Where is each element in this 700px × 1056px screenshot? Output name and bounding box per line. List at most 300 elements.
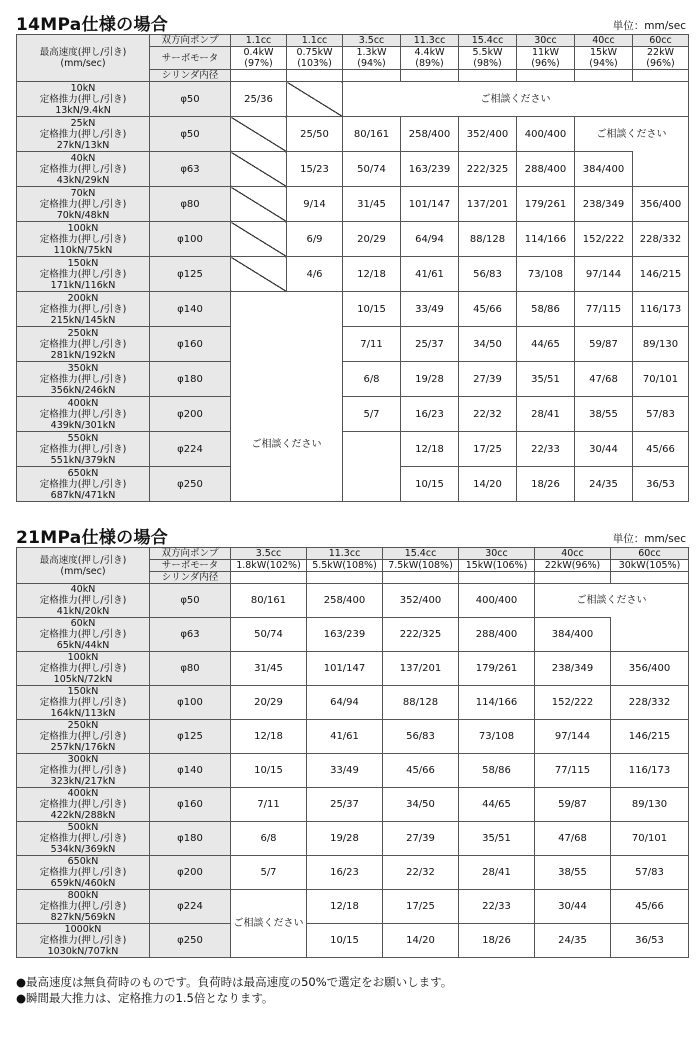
rated-label: 定格推力(押し/引き) (39, 731, 127, 742)
value-cell: 31/45 (343, 187, 401, 222)
table-row (17, 788, 689, 822)
empty-cell (633, 70, 689, 82)
nominal-force: 10kN (70, 82, 96, 94)
force-label (17, 152, 150, 187)
value-cell: 146/215 (633, 257, 689, 292)
value-cell: 14/20 (459, 467, 517, 502)
consult-cell: ご相談ください (231, 890, 307, 958)
force-label (17, 82, 150, 117)
value-cell: 10/15 (307, 924, 383, 958)
table-row (17, 822, 689, 856)
force-label (17, 467, 150, 502)
value-cell: 45/66 (383, 754, 459, 788)
empty-cell (401, 70, 459, 82)
force-label (17, 924, 150, 958)
bore-cell: φ250 (150, 924, 231, 958)
empty-cell (231, 572, 307, 584)
value-cell: 20/29 (343, 222, 401, 257)
value-cell: 238/349 (575, 187, 633, 222)
rated-label: 定格推力(押し/引き) (39, 443, 127, 455)
value-cell: 41/61 (307, 720, 383, 754)
value-cell: 24/35 (535, 924, 611, 958)
empty-cell (231, 70, 287, 82)
motor-pct: (98%) (473, 58, 502, 69)
value-cell: 77/115 (535, 754, 611, 788)
pump-cell: 3.5cc (231, 548, 307, 560)
value-cell: 356/400 (633, 187, 689, 222)
motor-kw: 1.3kW (356, 47, 387, 58)
nominal-force: 400kN (67, 397, 99, 409)
value-cell: 12/18 (401, 432, 459, 467)
motor-cell: 15kW(106%) (459, 560, 535, 572)
bore-cell: φ250 (150, 467, 231, 502)
value-cell: 30/44 (575, 432, 633, 467)
rated-force: 215kN/145kN (50, 314, 116, 326)
pump-cell: 60cc (633, 35, 689, 47)
nominal-force: 400kN (67, 788, 99, 799)
table-row (17, 257, 689, 292)
rated-label: 定格推力(押し/引き) (39, 478, 127, 490)
value-cell: 114/166 (517, 222, 575, 257)
force-label (17, 788, 150, 822)
value-cell: 19/28 (307, 822, 383, 856)
bore-cell: φ80 (150, 187, 231, 222)
value-cell: 116/173 (633, 292, 689, 327)
force-label (17, 822, 150, 856)
value-cell: 228/332 (611, 686, 689, 720)
bore-cell: φ140 (150, 754, 231, 788)
nominal-force: 350kN (67, 362, 99, 374)
rated-label: 定格推力(押し/引き) (39, 128, 127, 140)
value-cell: 27/39 (459, 362, 517, 397)
pump-cell: 30cc (459, 548, 535, 560)
table-row (17, 856, 689, 890)
bore-cell: φ180 (150, 362, 231, 397)
consult-cell: ご相談ください (343, 82, 689, 117)
value-cell: 36/53 (633, 467, 689, 502)
na-slash-cell (231, 152, 287, 187)
value-cell: 25/37 (307, 788, 383, 822)
nominal-force: 250kN (67, 720, 99, 731)
na-slash-cell (231, 257, 287, 292)
motor-cell: 30kW(105%) (611, 560, 689, 572)
nominal-force: 150kN (67, 686, 99, 697)
table-row (17, 362, 689, 397)
pump-cell: 11.3cc (307, 548, 383, 560)
force-label (17, 327, 150, 362)
rated-label: 定格推力(押し/引き) (39, 338, 127, 350)
na-slash-cell (287, 82, 343, 117)
section-21mpa (16, 523, 688, 958)
bore-cell: φ140 (150, 292, 231, 327)
value-cell: 18/26 (517, 467, 575, 502)
rated-label: 定格推力(押し/引き) (39, 408, 127, 420)
motor-pct: (103%) (297, 58, 332, 69)
value-cell: 38/55 (535, 856, 611, 890)
bore-cell: φ50 (150, 82, 231, 117)
section-header (16, 523, 688, 547)
empty-cell (633, 152, 689, 187)
value-cell: 10/15 (231, 754, 307, 788)
speed-header-text: 最高速度(押し/引き) (39, 47, 127, 58)
value-cell: 33/49 (307, 754, 383, 788)
motor-cell: 1.8kW(102%) (231, 560, 307, 572)
table-row (17, 584, 689, 618)
bore-cell: φ200 (150, 397, 231, 432)
spec-table-14mpa (16, 34, 689, 502)
value-cell: 19/28 (401, 362, 459, 397)
value-cell: 14/20 (383, 924, 459, 958)
value-cell: 73/108 (517, 257, 575, 292)
nominal-force: 100kN (67, 222, 99, 234)
nominal-force: 70kN (70, 187, 96, 199)
speed-header-unit: (mm/sec) (60, 565, 106, 577)
footnote: ●瞬間最大推力は、定格推力の1.5倍となります。 (16, 991, 274, 1005)
motor-kw: 15kW (590, 47, 617, 58)
nominal-force: 40kN (70, 584, 96, 595)
motor-kw: 4.4kW (414, 47, 445, 58)
table-row (17, 222, 689, 257)
value-cell: 6/9 (287, 222, 343, 257)
footnote: ●最高速度は無負荷時のものです。負荷時は最高速度の50%で選定をお願いします。 (16, 975, 453, 989)
rated-label: 定格推力(押し/引き) (39, 268, 127, 280)
value-cell: 152/222 (575, 222, 633, 257)
value-cell: 45/66 (459, 292, 517, 327)
value-cell: 12/18 (307, 890, 383, 924)
value-cell: 50/74 (343, 152, 401, 187)
motor-kw: 0.4kW (243, 47, 274, 58)
rated-force: 110kN/75kN (53, 244, 113, 256)
table-row (17, 82, 689, 117)
motor-cell (517, 47, 575, 70)
unit-label: 単位：mm/sec (612, 533, 686, 545)
rated-force: 439kN/301kN (50, 419, 116, 431)
pump-cell: 11.3cc (401, 35, 459, 47)
value-cell: 57/83 (633, 397, 689, 432)
value-cell: 222/325 (459, 152, 517, 187)
pump-cell: 30cc (517, 35, 575, 47)
force-label (17, 754, 150, 788)
value-cell: 88/128 (383, 686, 459, 720)
pump-cell: 40cc (535, 548, 611, 560)
speed-header-unit: (mm/sec) (60, 58, 106, 69)
value-cell: 22/32 (459, 397, 517, 432)
na-slash-cell (231, 117, 287, 152)
table-row (17, 432, 689, 467)
rated-label: 定格推力(押し/引き) (39, 901, 127, 912)
value-cell: 58/86 (517, 292, 575, 327)
value-cell: 20/29 (231, 686, 307, 720)
value-cell: 22/33 (459, 890, 535, 924)
rated-label: 定格推力(押し/引き) (39, 867, 127, 878)
value-cell: 384/400 (575, 152, 633, 187)
value-cell: 228/332 (633, 222, 689, 257)
value-cell: 22/32 (383, 856, 459, 890)
bore-cell: φ125 (150, 257, 231, 292)
value-cell: 25/50 (287, 117, 343, 152)
value-cell: 31/45 (231, 652, 307, 686)
motor-pct: (89%) (415, 58, 444, 69)
bore-cell: φ200 (150, 856, 231, 890)
motor-header: サーボモータ (150, 47, 231, 70)
motor-cell (575, 47, 633, 70)
rated-force: 422kN/288kN (50, 810, 116, 821)
value-cell: 59/87 (535, 788, 611, 822)
table-row (17, 686, 689, 720)
force-label (17, 397, 150, 432)
value-cell: 352/400 (383, 584, 459, 618)
value-cell: 45/66 (633, 432, 689, 467)
value-cell: 288/400 (517, 152, 575, 187)
nominal-force: 40kN (70, 152, 96, 164)
force-label (17, 856, 150, 890)
table-row (17, 292, 689, 327)
motor-kw: 0.75kW (296, 47, 333, 58)
empty-cell (517, 70, 575, 82)
nominal-force: 500kN (67, 822, 99, 833)
na-slash-cell (231, 222, 287, 257)
rated-force: 551kN/379kN (50, 454, 116, 466)
value-cell: 28/41 (517, 397, 575, 432)
empty-cell (535, 572, 611, 584)
force-label (17, 652, 150, 686)
consult-cell: ご相談ください (231, 292, 343, 502)
value-cell: 59/87 (575, 327, 633, 362)
value-cell: 45/66 (611, 890, 689, 924)
value-cell: 64/94 (401, 222, 459, 257)
value-cell: 9/14 (287, 187, 343, 222)
value-cell: 18/26 (459, 924, 535, 958)
value-cell: 80/161 (343, 117, 401, 152)
rated-force: 827kN/569kN (50, 912, 116, 923)
table-row (17, 187, 689, 222)
rated-force: 164kN/113kN (50, 708, 116, 719)
value-cell: 88/128 (459, 222, 517, 257)
value-cell: 384/400 (535, 618, 611, 652)
empty-cell (307, 572, 383, 584)
table-row (17, 754, 689, 788)
value-cell: 27/39 (383, 822, 459, 856)
motor-pct: (94%) (589, 58, 618, 69)
value-cell: 47/68 (535, 822, 611, 856)
bore-cell: φ224 (150, 890, 231, 924)
table-row (17, 720, 689, 754)
bore-header: シリンダ内径 (150, 70, 231, 82)
value-cell: 356/400 (611, 652, 689, 686)
value-cell: 38/55 (575, 397, 633, 432)
value-cell: 114/166 (459, 686, 535, 720)
value-cell: 35/51 (459, 822, 535, 856)
nominal-force: 550kN (67, 432, 99, 444)
value-cell: 50/74 (231, 618, 307, 652)
consult-cell: ご相談ください (535, 584, 689, 618)
rated-label: 定格推力(押し/引き) (39, 198, 127, 210)
bore-cell: φ50 (150, 117, 231, 152)
pump-header: 双方向ポンプ (150, 548, 231, 560)
nominal-force: 60kN (70, 618, 96, 629)
speed-header-text: 最高速度(押し/引き) (39, 554, 127, 566)
value-cell: 57/83 (611, 856, 689, 890)
value-cell: 12/18 (231, 720, 307, 754)
value-cell: 97/144 (535, 720, 611, 754)
motor-cell (287, 47, 343, 70)
nominal-force: 800kN (67, 890, 99, 901)
value-cell: 89/130 (633, 327, 689, 362)
rated-label: 定格推力(押し/引き) (39, 93, 127, 105)
value-cell: 25/37 (401, 327, 459, 362)
value-cell: 152/222 (535, 686, 611, 720)
motor-pct: (96%) (646, 58, 675, 69)
rated-force: 659kN/460kN (50, 878, 116, 889)
value-cell: 64/94 (307, 686, 383, 720)
value-cell: 137/201 (383, 652, 459, 686)
empty-cell (575, 70, 633, 82)
bore-header: シリンダ内径 (150, 572, 231, 584)
value-cell: 30/44 (535, 890, 611, 924)
value-cell: 47/68 (575, 362, 633, 397)
force-label (17, 292, 150, 327)
rated-force: 13kN/9.4kN (55, 104, 111, 116)
value-cell: 28/41 (459, 856, 535, 890)
motor-cell (231, 47, 287, 70)
value-cell: 101/147 (401, 187, 459, 222)
nominal-force: 150kN (67, 257, 99, 269)
value-cell: 34/50 (459, 327, 517, 362)
section-title: 21MPa仕様の場合 (16, 528, 169, 548)
bore-cell: φ63 (150, 618, 231, 652)
table-row (17, 652, 689, 686)
force-label (17, 187, 150, 222)
motor-cell (459, 47, 517, 70)
rated-label: 定格推力(押し/引き) (39, 629, 127, 640)
motor-pct: (96%) (531, 58, 560, 69)
rated-force: 323kN/217kN (50, 776, 116, 787)
force-label (17, 890, 150, 924)
rated-label: 定格推力(押し/引き) (39, 303, 127, 315)
value-cell: 222/325 (383, 618, 459, 652)
table-row (17, 327, 689, 362)
value-cell: 400/400 (459, 584, 535, 618)
bore-cell: φ180 (150, 822, 231, 856)
value-cell: 44/65 (517, 327, 575, 362)
section-title: 14MPa仕様の場合 (16, 15, 169, 35)
value-cell: 179/261 (459, 652, 535, 686)
motor-pct: (97%) (244, 58, 273, 69)
value-cell: 24/35 (575, 467, 633, 502)
table-row (17, 924, 689, 958)
value-cell: 56/83 (459, 257, 517, 292)
rated-force: 1030kN/707kN (47, 946, 119, 957)
value-cell: 16/23 (307, 856, 383, 890)
value-cell: 238/349 (535, 652, 611, 686)
motor-cell: 22kW(96%) (535, 560, 611, 572)
value-cell: 56/83 (383, 720, 459, 754)
rated-label: 定格推力(押し/引き) (39, 233, 127, 245)
value-cell: 70/101 (633, 362, 689, 397)
value-cell: 41/61 (401, 257, 459, 292)
rated-force: 257kN/176kN (50, 742, 116, 753)
nominal-force: 300kN (67, 754, 99, 765)
bore-cell: φ50 (150, 584, 231, 618)
value-cell: 179/261 (517, 187, 575, 222)
value-cell: 12/18 (343, 257, 401, 292)
nominal-force: 650kN (67, 467, 99, 479)
motor-kw: 11kW (532, 47, 559, 58)
force-label (17, 117, 150, 152)
rated-force: 281kN/192kN (50, 349, 116, 361)
force-label (17, 362, 150, 397)
motor-cell (633, 47, 689, 70)
value-cell: 352/400 (459, 117, 517, 152)
bore-cell: φ125 (150, 720, 231, 754)
value-cell: 7/11 (231, 788, 307, 822)
value-cell: 89/130 (611, 788, 689, 822)
empty-cell (343, 70, 401, 82)
bore-cell: φ63 (150, 152, 231, 187)
value-cell: 17/25 (459, 432, 517, 467)
table-row (17, 618, 689, 652)
force-label (17, 257, 150, 292)
value-cell: 77/115 (575, 292, 633, 327)
value-cell: 73/108 (459, 720, 535, 754)
value-cell: 4/6 (287, 257, 343, 292)
pump-cell: 1.1cc (287, 35, 343, 47)
value-cell: 400/400 (517, 117, 575, 152)
rated-label: 定格推力(押し/引き) (39, 595, 127, 606)
value-cell: 36/53 (611, 924, 689, 958)
value-cell: 6/8 (343, 362, 401, 397)
rated-force: 70kN/48kN (56, 209, 110, 221)
rated-force: 65kN/44kN (56, 640, 110, 651)
value-cell: 44/65 (459, 788, 535, 822)
rated-label: 定格推力(押し/引き) (39, 935, 127, 946)
unit-label: 単位：mm/sec (612, 20, 686, 32)
rated-label: 定格推力(押し/引き) (39, 373, 127, 385)
section-header (16, 10, 688, 34)
force-label (17, 720, 150, 754)
bore-cell: φ160 (150, 788, 231, 822)
table-row (17, 117, 689, 152)
table-row (17, 397, 689, 432)
value-cell: 288/400 (459, 618, 535, 652)
na-slash-cell (231, 187, 287, 222)
rated-label: 定格推力(押し/引き) (39, 663, 127, 674)
value-cell: 97/144 (575, 257, 633, 292)
value-cell: 70/101 (611, 822, 689, 856)
section-14mpa (16, 10, 688, 502)
empty-cell (459, 70, 517, 82)
bore-cell: φ224 (150, 432, 231, 467)
value-cell: 80/161 (231, 584, 307, 618)
pump-header: 双方向ポンプ (150, 35, 231, 47)
rated-label: 定格推力(押し/引き) (39, 163, 127, 175)
motor-header: サーボモータ (150, 560, 231, 572)
value-cell: 17/25 (383, 890, 459, 924)
spec-table-21mpa (16, 547, 689, 958)
value-cell: 58/86 (459, 754, 535, 788)
rated-force: 687kN/471kN (50, 489, 116, 501)
value-cell: 137/201 (459, 187, 517, 222)
pump-cell: 40cc (575, 35, 633, 47)
rated-force: 41kN/20kN (56, 606, 110, 617)
rated-force: 27kN/13kN (56, 139, 110, 151)
value-cell: 116/173 (611, 754, 689, 788)
value-cell: 34/50 (383, 788, 459, 822)
value-cell: 25/36 (231, 82, 287, 117)
empty-cell (383, 572, 459, 584)
empty-cell (287, 70, 343, 82)
value-cell: 33/49 (401, 292, 459, 327)
